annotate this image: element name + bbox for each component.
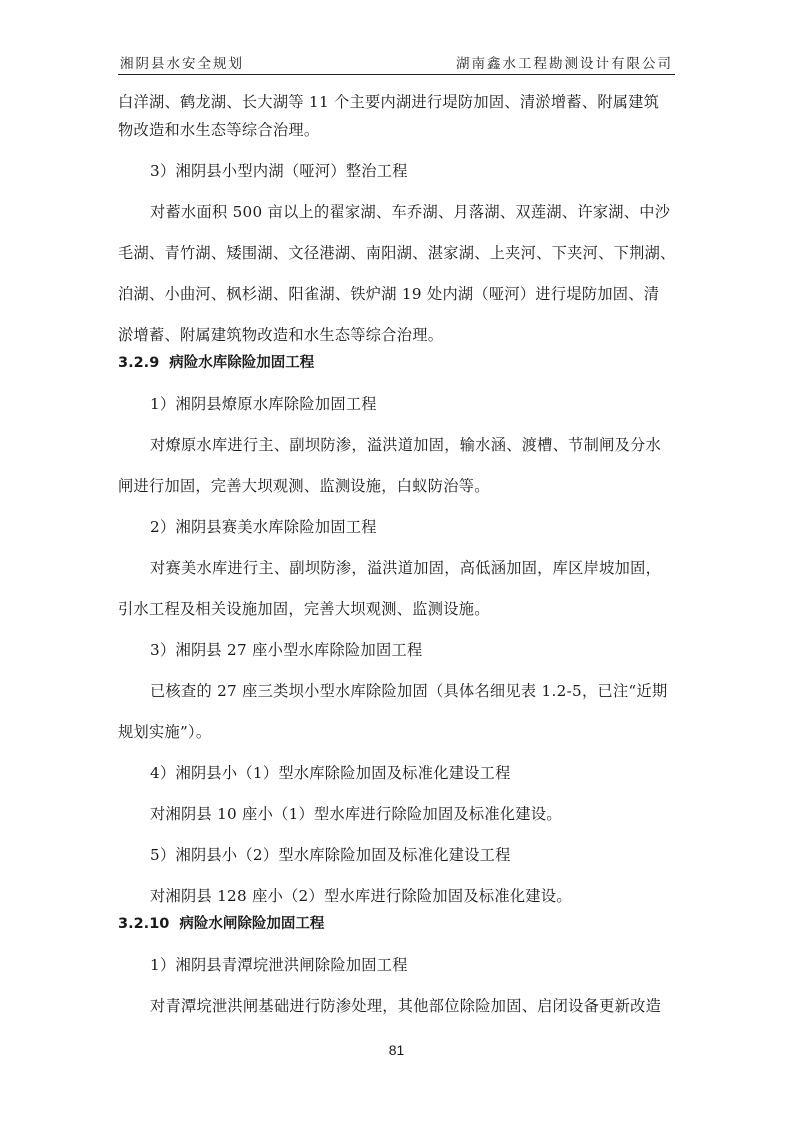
paragraph-line: 对蓄水面积 500 亩以上的翟家湖、车乔湖、月落湖、双莲湖、许家湖、中沙 (150, 203, 671, 221)
paragraph-line: 物改造和水生态等综合治理。 (118, 121, 320, 139)
section-heading-3-2-10 (118, 910, 678, 938)
document-body (118, 88, 678, 1020)
page-header (118, 50, 675, 75)
subheading: 3）湘阴县小型内湖（哑河）整治工程 (150, 162, 408, 180)
section-number: 3.2.10 (118, 916, 170, 932)
paragraph-line: 规划实施”）。 (118, 723, 212, 741)
paragraph-line: 对赛美水库进行主、副坝防渗，溢洪道加固，高低涵加固，库区岸坡加固， (150, 559, 662, 577)
paragraph-line: 泊湖、小曲河、枫杉湖、阳雀湖、铁炉湖 19 处内湖（哑河）进行堤防加固、清 (118, 285, 660, 303)
paragraph-line: 对青潭垸泄洪闸基础进行防渗处理，其他部位除险加固、启闭设备更新改造 (150, 997, 662, 1015)
section-title: 病险水闸除险加固工程 (179, 916, 325, 932)
paragraph-line: 毛湖、青竹湖、矮围湖、文径港湖、南阳湖、湛家湖、上夹河、下夹河、下荆湖、 (118, 244, 676, 262)
paragraph-line: 对燎原水库进行主、副坝防渗，溢洪道加固，输水涵、渡槽、节制闸及分水 (150, 436, 662, 454)
paragraph-line: 闸进行加固，完善大坝观测、监测设施，白蚁防治等。 (118, 477, 490, 495)
subheading: 5）湘阴县小（2）型水库除险加固及标准化建设工程 (150, 846, 511, 864)
subheading: 4）湘阴县小（1）型水库除险加固及标准化建设工程 (150, 764, 511, 782)
paragraph-line: 对湘阴县 128 座小（2）型水库进行除险加固及标准化建设。 (150, 887, 572, 905)
header-document-title: 湘阴县水安全规划 (120, 56, 244, 72)
section-number: 3.2.9 (118, 355, 160, 371)
paragraph-line: 已核查的 27 座三类坝小型水库除险加固（具体名细见表 1.2-5，已注“近期 (150, 682, 668, 700)
subheading: 3）湘阴县 27 座小型水库除险加固工程 (150, 641, 423, 659)
paragraph-line: 淤增蓄、附属建筑物改造和水生态等综合治理。 (118, 326, 444, 344)
subheading: 1）湘阴县燎原水库除险加固工程 (150, 395, 377, 413)
header-company-name: 湖南鑫水工程勘测设计有限公司 (456, 56, 673, 72)
paragraph-line: 白洋湖、鹤龙湖、长大湖等 11 个主要内湖进行堤防加固、清淤增蓄、附属建筑 (118, 93, 660, 111)
subheading: 2）湘阴县赛美水库除险加固工程 (150, 518, 377, 536)
section-heading-3-2-9 (118, 349, 678, 377)
page-number: 81 (388, 1042, 405, 1058)
subheading: 1）湘阴县青潭垸泄洪闸除险加固工程 (150, 956, 408, 974)
paragraph-line: 引水工程及相关设施加固，完善大坝观测、监测设施。 (118, 600, 490, 618)
paragraph-line: 对湘阴县 10 座小（1）型水库进行除险加固及标准化建设。 (150, 805, 562, 823)
section-title: 病险水库除险加固工程 (169, 355, 315, 371)
